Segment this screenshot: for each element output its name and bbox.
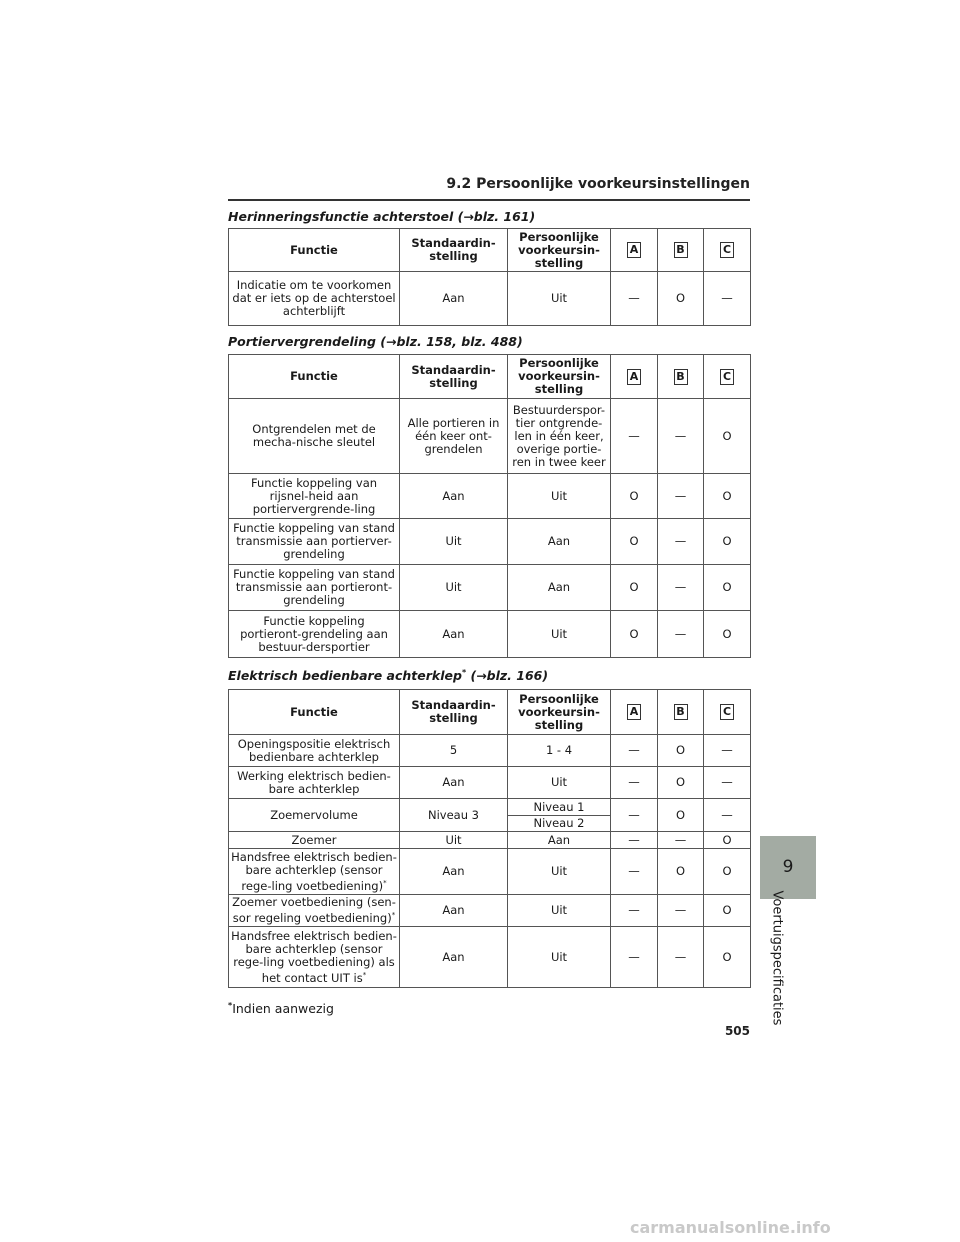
table-row [229,895,751,927]
cell-standaard: Aan [400,849,508,895]
cell-persoonlijk: Uit [508,927,611,988]
cell-a: — [611,399,658,474]
col-header-c-icon: C [720,242,734,258]
section-title-text: Elektrisch bedienbare achterklep [228,668,462,684]
cell-persoonlijk: Uit [508,611,611,658]
footnote-mark: * [228,1001,233,1010]
cell-a: — [611,832,658,849]
col-header-b-icon: B [674,242,688,258]
footnote-text: Indien aanwezig [232,1001,334,1017]
footnote-mark: * [383,878,387,887]
cell-standaard: Niveau 3 [400,799,508,832]
cell-standaard: Aan [400,474,508,519]
col-header-functie: Functie [229,355,400,399]
cell-standaard: Alle portieren in één keer ont-grendelen [400,399,508,474]
cell-standaard: 5 [400,735,508,767]
cell-standaard: Aan [400,272,508,326]
cell-c: O [704,519,751,565]
table-row [229,767,751,799]
cell-persoonlijk: Uit [508,474,611,519]
cell-c: O [704,832,751,849]
cell-b: — [658,895,704,927]
col-header-b-icon: B [674,704,688,720]
chapter-label: Voertuigspecificaties [769,890,785,1026]
cell-persoonlijk: Niveau 1 [508,799,611,816]
cell-persoonlijk: Aan [508,832,611,849]
cell-b: O [658,735,704,767]
cell-b: — [658,927,704,988]
cell-functie: Functie koppeling van stand transmissie aan portieront-grendeling [229,565,400,611]
cell-a: O [611,611,658,658]
chapter-side-label [760,890,790,1040]
cell-c: O [704,474,751,519]
cell-persoonlijk: 1 - 4 [508,735,611,767]
cell-c: — [704,799,751,832]
cell-c: — [704,735,751,767]
cell-persoonlijk: Uit [508,767,611,799]
cell-persoonlijk: Uit [508,272,611,326]
cell-standaard: Uit [400,565,508,611]
cell-functie-text: Handsfree elektrisch bedien-bare achterklep (sensor rege-ling voetbediening) [231,849,397,893]
cell-b: — [658,519,704,565]
col-header-persoonlijk: Persoonlijke voorkeursin- stelling [508,690,611,735]
col-header-b-icon: B [674,369,688,385]
cell-a: O [611,474,658,519]
cell-c: O [704,849,751,895]
cell-a: — [611,927,658,988]
cell-c: — [704,767,751,799]
cell-a: O [611,519,658,565]
col-header-standaard: Standaardin- stelling [400,229,508,272]
col-header-a-icon: A [627,242,641,258]
header-rule [228,199,750,201]
cell-a: — [611,799,658,832]
cell-b: O [658,272,704,326]
footnote-mark: * [362,970,367,979]
cell-persoonlijk: Niveau 2 [508,816,611,832]
footnote [228,1001,334,1016]
section-title-ref: (→blz. 166) [466,668,549,684]
cell-standaard: Uit [400,519,508,565]
cell-standaard: Aan [400,927,508,988]
cell-functie-text: Handsfree elektrisch bedien-bare achterklep (sensor rege-ling voetbediening) als het contact UIT is [231,928,397,985]
cell-a: — [611,767,658,799]
col-header-persoonlijk: Persoonlijke voorkeursin- stelling [508,355,611,399]
footnote-mark: * [461,668,467,677]
cell-functie: Werking elektrisch bedien-bare achterklep [229,767,400,799]
section-title-door-lock: Portiervergrendeling (→blz. 158, blz. 488) [228,334,523,349]
col-header-c-icon: C [720,704,734,720]
table-door-lock [228,354,751,658]
cell-c: O [704,399,751,474]
cell-c: O [704,565,751,611]
footnote-mark: * [391,911,396,920]
col-header-standaard: Standaardin- stelling [400,690,508,735]
table-row [229,565,751,611]
cell-functie: Functie koppeling van stand transmissie aan portierver-grendeling [229,519,400,565]
cell-b: O [658,799,704,832]
cell-standaard: Aan [400,895,508,927]
table-row [229,272,751,326]
cell-b: O [658,767,704,799]
cell-c: — [704,272,751,326]
table-row [229,849,751,895]
col-header-a-icon: A [627,704,641,720]
table-power-tailgate [228,689,751,988]
chapter-number: 9 [782,857,794,877]
cell-functie [229,849,400,895]
cell-functie-text: Zoemer voetbediening (sen-sor regeling voetbediening) [232,895,396,925]
cell-standaard: Aan [400,611,508,658]
cell-functie [229,895,400,927]
running-header: 9.2 Persoonlijke voorkeursinstellingen [446,176,750,192]
cell-b: — [658,474,704,519]
cell-persoonlijk: Aan [508,519,611,565]
cell-a: O [611,565,658,611]
watermark: carmanualsonline.info [630,1218,831,1237]
page-number: 505 [724,1024,750,1038]
cell-persoonlijk: Uit [508,849,611,895]
cell-b: — [658,611,704,658]
table-rear-seat-reminder [228,228,751,326]
cell-persoonlijk: Bestuurderspor-tier ontgrende-len in één keer, overige portie-ren in twee keer [508,399,611,474]
table-row [229,519,751,565]
table-row [229,474,751,519]
cell-functie: Zoemer [229,832,400,849]
cell-b: — [658,565,704,611]
table-row [229,832,751,849]
cell-b: — [658,832,704,849]
table-row [229,927,751,988]
cell-persoonlijk: Aan [508,565,611,611]
cell-standaard: Uit [400,832,508,849]
cell-functie [229,927,400,988]
col-header-persoonlijk: Persoonlijke voorkeursin- stelling [508,229,611,272]
cell-a: — [611,735,658,767]
table-row [229,735,751,767]
cell-c: O [704,611,751,658]
cell-c: O [704,927,751,988]
cell-persoonlijk: Uit [508,895,611,927]
cell-functie: Functie koppeling van rijsnel-heid aan portiervergrende-ling [229,474,400,519]
cell-functie: Zoemervolume [229,799,400,832]
cell-a: — [611,272,658,326]
cell-standaard: Aan [400,767,508,799]
cell-a: — [611,895,658,927]
cell-functie: Indicatie om te voorkomen dat er iets op de achterstoel achterblijft [229,272,400,326]
col-header-functie: Functie [229,229,400,272]
col-header-standaard: Standaardin- stelling [400,355,508,399]
col-header-functie: Functie [229,690,400,735]
section-title-rear-seat-reminder: Herinneringsfunctie achterstoel (→blz. 161) [228,209,536,224]
cell-functie: Ontgrendelen met de mecha-nische sleutel [229,399,400,474]
col-header-c-icon: C [720,369,734,385]
table-row [229,611,751,658]
table-row [229,799,751,816]
cell-functie: Openingspositie elektrisch bedienbare achterklep [229,735,400,767]
cell-functie: Functie koppeling portieront-grendeling aan bestuur-dersportier [229,611,400,658]
table-row [229,399,751,474]
cell-b: O [658,849,704,895]
col-header-a-icon: A [627,369,641,385]
section-title-power-tailgate [228,668,548,683]
cell-c: O [704,895,751,927]
cell-b: — [658,399,704,474]
cell-a: — [611,849,658,895]
